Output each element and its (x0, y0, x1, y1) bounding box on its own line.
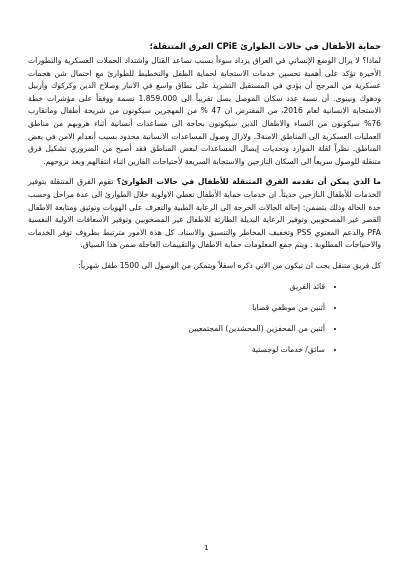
list-item: • قائد الفريق (28, 281, 325, 293)
paragraph-services-body: تقوم الفرق المتنقلة بتوفير الخدمات للأطفال النازحين حديثاً. ان خدمات حماية الأطفال تعطي الاولوية خلال الطوارئ الى عدة مراحل وحسب حدة الحالة وذلك يتضمن: إحالة الحالات الحرجة الى الرعاية الطبية والتعرف على الهويات وتوثيق ومتابعة الاطفال القصر غير المصحوبين وتوفير الرعاية البديلة الطارئة للاطفال غير المصحوبين وتوفير الأسعافات الاولية النفسية PFA والدعم المعنوي PSS وتخفيف المخاطر والتنسيق والاسناد. كل هذة الامور مترتبط بظروف توفر الخدمات والاحتياجات المطلوبة . ويتم جمع المعلومات حماية الاطفال والتقييمات العاجلة ضمن هذا السياق. (28, 177, 381, 250)
team-bullet-list (28, 281, 381, 356)
paragraph-services (28, 176, 381, 252)
page-number: 1 (204, 544, 209, 552)
paragraph-why: لماذا؟ لا يزال الوضع الإنساني في العراق يزداد سوءاً بسبب تصاعد القتال واشتداد الحملات العسكرية والتطورات الأخيرة تؤكد على أهمية تحسين خدمات الاستجابة لحماية الطفل والتخطيط للطوارئ مع احتمال شن هجمات عسكرية من المرجح أن يؤدي في المستقبل التشريد على نطاق واسع في الانبار وصلاح الدين وكركوك وأربيل ودهوك ونينوى. أن نسبة عدد سكان الموصل يصل تقريباً الى 1.859.000 نسمة ووفقاً على مؤشرات خطة الاستجابة الانسانية لعام 2016، من المفترض ان 47 % من المهجرين سيكونون من شريحة أطفال وماتقارب 76% سيكونون من النساء والاطفال الذين سيكونون بحاجة الى مساعدات أنسانية أثناء هروبهم من مناطق العمليات العسكرية الى المناطق الامنة3. ولازال وصول المساعدات الانسانية محدود بسبب أنعدام الامن في بعض المناطق. نظراً لقلة الموارد وتحديات إيصال المساعدات لبعض المناطق فقد أصبح من الضروري تشكيل فرق متنقلة للوصول سريعاً الى السكان النازحين والاستجابة السريعة لأحتياجات الفارين اثناء انتقالهم وبعد نزوحهم. (28, 56, 381, 166)
list-item: • سائق/ خدمات لوجستية (28, 344, 325, 356)
section-heading: حماية الأطفال في حالات الطوارئ CPiE الفرق المتنقلة؛ (149, 41, 381, 51)
list-item: • أثنين من المحفزين (المحشدين) المجتمعيين (28, 323, 325, 335)
list-item: • أثنين من موظفي قضايا (28, 302, 325, 314)
document-page (28, 40, 381, 365)
paragraph-services-title: ما الذي يمكن أن تقدمه الفرق المتنقلة للأطفال في حالات الطوارئ؟ (116, 177, 381, 187)
paragraph-team: كل فريق متنقل يجب ان تيكون من الاتي ذكره اسفلاً ويتمكن من الوصول الى 1500 طفل شهرياً: (78, 260, 381, 270)
